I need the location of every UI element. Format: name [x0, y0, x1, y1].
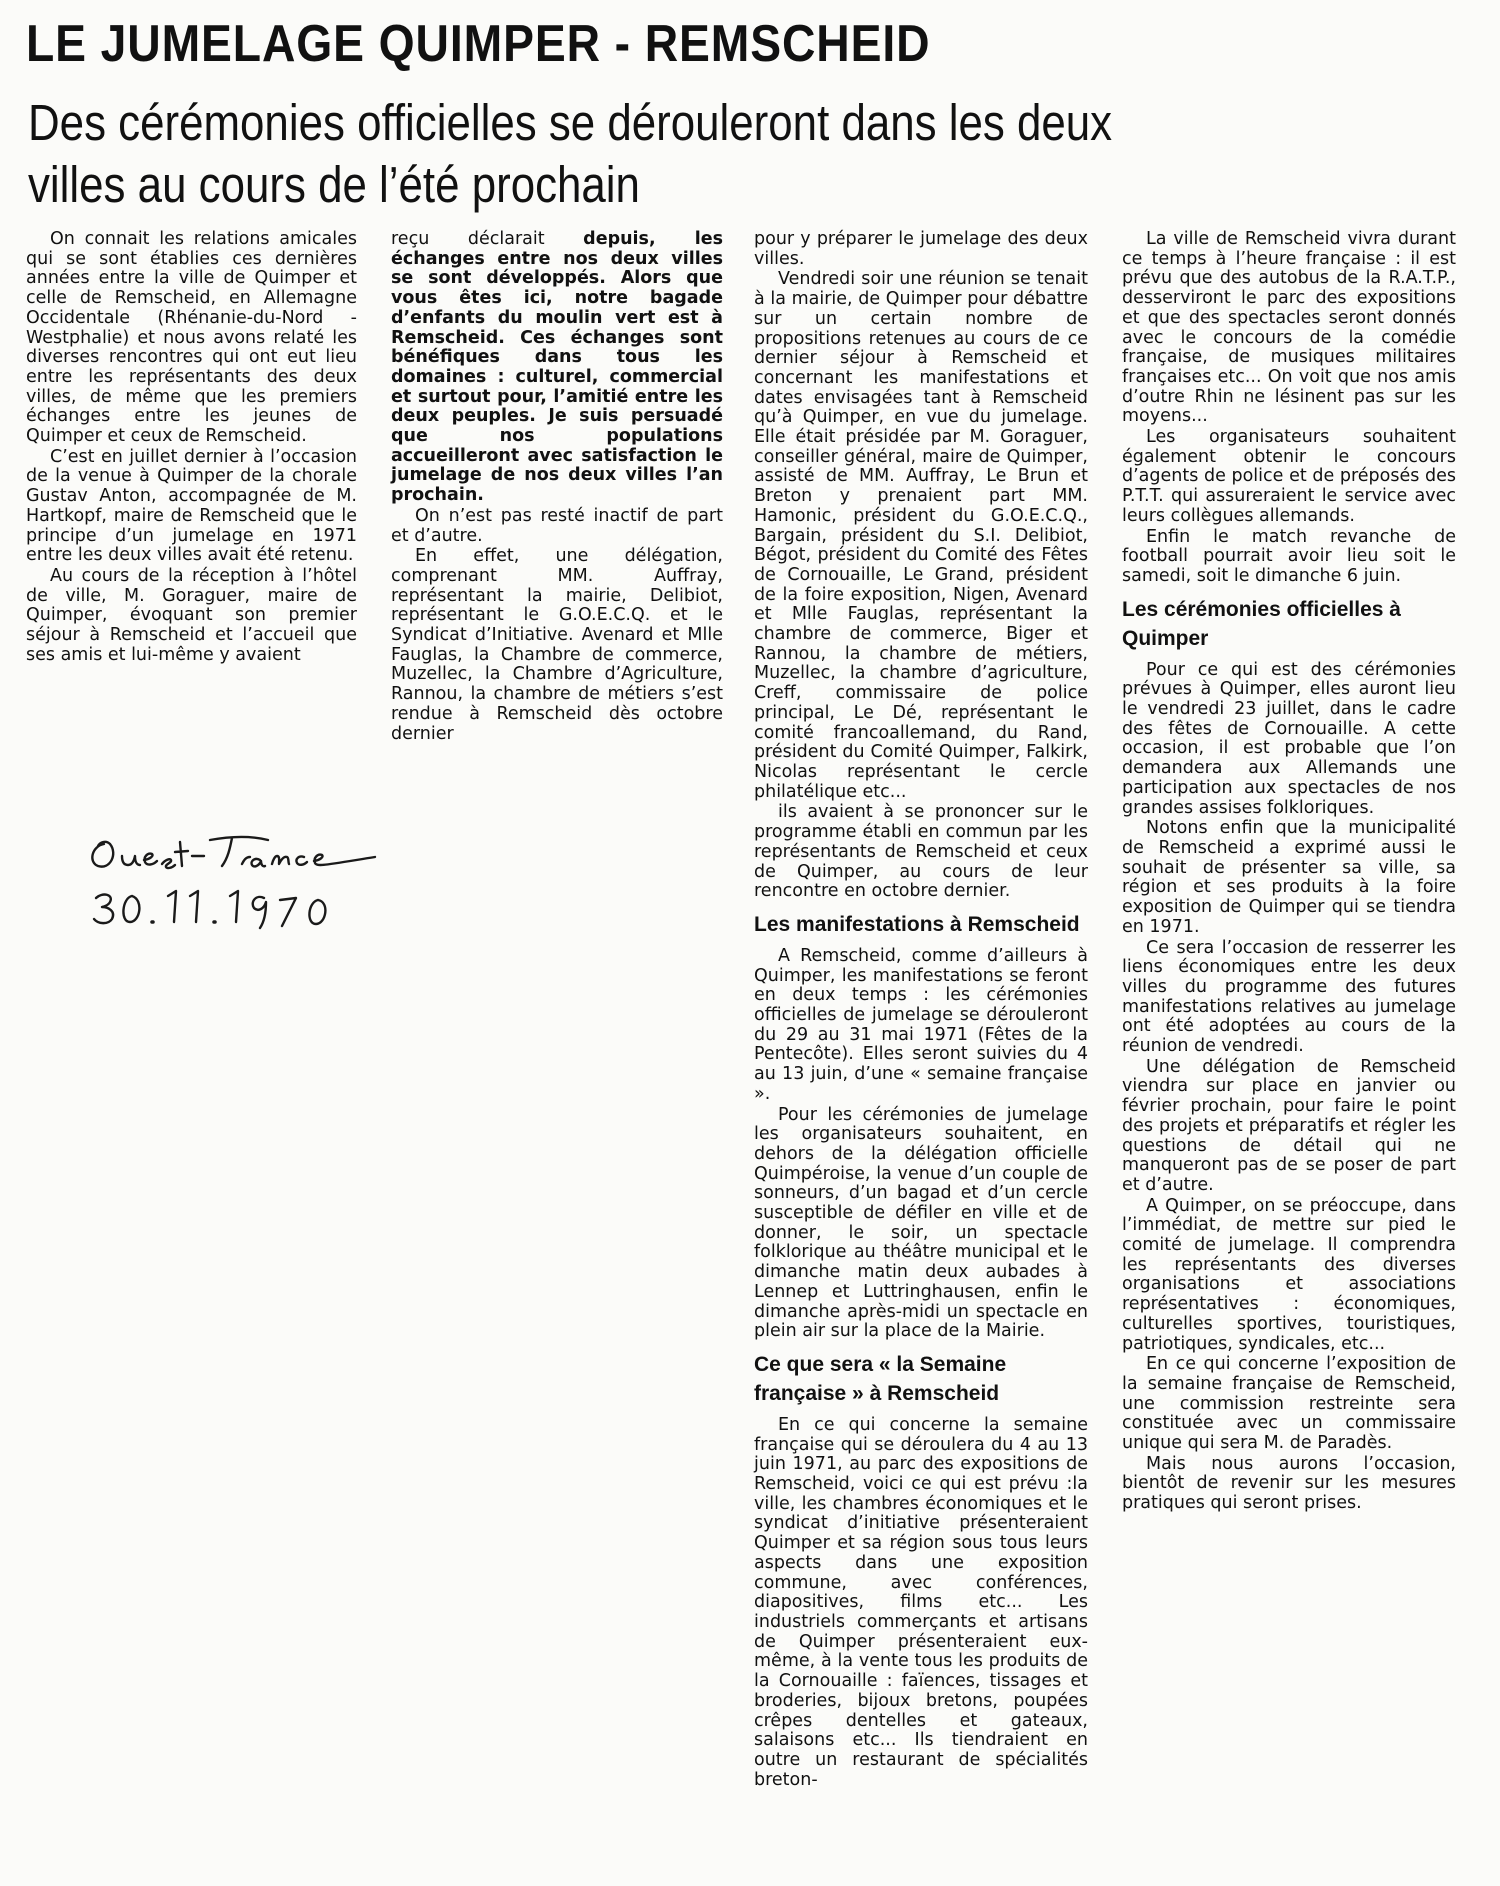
subheading-ceremonies-quimper: Les cérémonies officielles à Quimper [1122, 597, 1401, 650]
article-kicker: LE JUMELAGE QUIMPER - REMSCHEID [26, 15, 931, 73]
paragraph: On n’est pas resté inactif de part et d’autre. [391, 505, 723, 546]
paragraph: Mais nous aurons l’occasion, bientôt de revenir sur les mesures pratiques qui seront prises. [1122, 1453, 1456, 1514]
mayor-quote: depuis, les échanges entre nos deux villes se sont développés. Alors que vous êtes ici, notre bagade d’enfants du moulin vert est à Remscheid. Ces échanges sont bénéfiques dans tous les domaines : culturel, commercial et surtout pour, l’amitié entre les deux peuples. Je suis persuadé que nos populations accueilleront avec satisfaction le jumelage de nos deux villes l’an prochain. [391, 229, 724, 506]
paragraph: En ce qui concerne l’exposition de la semaine française de Remscheid, une commission restreinte sera constituée avec un commissaire unique qui sera M. de Paradès. [1122, 1354, 1456, 1454]
article-column-2 [391, 230, 723, 744]
handwritten-source-date [82, 826, 412, 936]
paragraph: Enfin le match revanche de football pourrait avoir lieu soit le samedi, soit le dimanche 6 juin. [1122, 526, 1456, 586]
paragraph: On connait les relations amicales qui se sont établies ces dernières années entre la ville de Quimper et celle de Remscheid, en Allemagne Occidentale (Rhénanie-du-Nord - Westphalie) et nous avons relaté les diverses rencontres qui ont eut lieu entre les représentants des deux villes, de même que les premiers échanges entre les jeunes de Quimper et ceux de Remscheid. [26, 229, 357, 447]
article-column-1 [26, 230, 357, 665]
paragraph: Au cours de la réception à l’hôtel de ville, M. Goraguer, maire de Quimper, évoquant son premier séjour à Remscheid et l’accueil que ses amis et lui-même y avaient [26, 565, 357, 665]
paragraph: A Quimper, on se préoccupe, dans l’immédiat, de mettre sur pied le comité de jumelage. Il comprendra les représentants des diverses organisations et associations représentatives : économiques, culturelles sportives, touristiques, patriotiques, syndicales, etc... [1122, 1195, 1456, 1354]
article-column-3 [754, 230, 1088, 1790]
paragraph: C’est en juillet dernier à l’occasion de la venue à Quimper de la chorale Gustav Anton, accompagnée de M. Hartkopf, maire de Remscheid que le principe d’un jumelage en 1971 entre les deux villes avait été retenu. [26, 446, 357, 566]
paragraph: En effet, une délégation, comprenant MM. Auffray, représentant la mairie, Delibiot, représentant le G.O.E.C.Q. et le Syndicat d’Initiative. Avenard et Mlle Fauglas, la Chambre de commerce, Muzellec, la Chambre d’Agriculture, Rannou, la chambre de métiers s’est rendue à Remscheid dès octobre dernier [391, 546, 723, 744]
paragraph: Notons enfin que la municipalité de Remscheid a exprimé aussi le souhait de présenter sa ville, sa région et ses produits à la foire exposition de Quimper qui se tiendra en 1971. [1122, 818, 1456, 937]
paragraph: Les organisateurs souhaitent également obtenir le concours d’agents de police et de préposés des P.T.T. qui assureraient le service avec leurs collègues allemands. [1122, 427, 1456, 526]
paragraph: Pour ce qui est des cérémonies prévues à Quimper, elles auront lieu le vendredi 23 juillet, dans le cadre des fêtes de Cornouaille. A cette occasion, il est probable que l’on demandera aux Allemands une participation aux spectacles de nos grandes assises folkloriques. [1122, 659, 1456, 818]
paragraph: ils avaient à se prononcer sur le programme établi en commun par les représentants de Remscheid et ceux de Quimper, au cours de leur rencontre en octobre dernier. [754, 802, 1088, 902]
subheading-semaine-francaise: Ce que sera « la Semaine française » à Remscheid [754, 1352, 1007, 1405]
paragraph-lead-in: reçu déclarait [391, 229, 584, 249]
paragraph: Pour les cérémonies de jumelage les organisateurs souhaitent, en dehors de la délégation officielle Quimpéroise, la venue d’un couple de sonneurs, d’un bagad et d’un cercle susceptible de défiler en ville et de donner, le soir, un spectacle folklorique au théâtre municipal et le dimanche matin deux aubades à Lennep et Luttringhausen, enfin le dimanche après-midi un spectacle en plein air sur la place de la Mairie. [754, 1104, 1088, 1342]
paragraph: A Remscheid, comme d’ailleurs à Quimper, les manifestations se feront en deux temps : les cérémonies officielles de jumelage se dérouleront du 29 au 31 mai 1971 (Fêtes de la Pentecôte). Elles seront suivies du 4 au 13 juin, d’une « semaine française ». [754, 945, 1088, 1104]
article-column-4 [1122, 230, 1456, 1514]
paragraph-quote [391, 230, 723, 506]
paragraph: Une délégation de Remscheid viendra sur place en janvier ou février prochain, pour faire le point des projets et préparatifs et régler les questions de détail qui ne manqueront pas de se poser de part et d’autre. [1122, 1056, 1456, 1195]
paragraph: En ce qui concerne la semaine française qui se déroulera du 4 au 13 juin 1971, au parc des expositions de Remscheid, voici ce qui est prévu :la ville, les chambres économiques et le syndicat d’initiative présenteraient Quimper et sa région sous tous leurs aspects dans une exposition commune, avec conférences, diapositives, films etc... Les industriels commerçants et artisans de Quimper présenteraient eux-même, à la vente tous les produits de la Cornouaille : faïences, tissages et broderies, bijoux bretons, poupées crêpes dentelles et gateaux, salaisons etc... Ils tiendraient en outre un restaurant de spécialités breton- [754, 1414, 1088, 1790]
article-headline: Des cérémonies officielles se dérouleront dans les deux villes au cours de l’été prochain [28, 94, 1113, 213]
paragraph: pour y préparer le jumelage des deux villes. [754, 229, 1088, 269]
paragraph: Ce sera l’occasion de resserrer les liens économiques entre les deux villes du programme des futures manifestations relatives au jumelage ont été adoptées au cours de la réunion de vendredi. [1122, 937, 1456, 1057]
paragraph: La ville de Remscheid vivra durant ce temps à l’heure française : il est prévu que des autobus de la R.A.T.P., desserviront le parc des expositions et que des spectacles seront donnés avec le concours de la comédie française, de musiques militaires françaises etc... On voit que nos amis d’outre Rhin ne lésinent pas sur les moyens... [1122, 229, 1456, 427]
paragraph: Vendredi soir une réunion se tenait à la mairie, de Quimper pour débattre sur un certain nombre de propositions retenues au cours de ce dernier séjour à Remscheid et concernant les manifestations et dates envisagées tant à Remscheid qu’à Quimper, en vue du jumelage. Elle était présidée par M. Goraguer, conseiller général, maire de Quimper, assisté de MM. Auffray, Le Brun et Breton y prenaient part MM. Hamonic, président du G.O.E.C.Q., Bargain, président du S.I. Delibiot, Bégot, président du Comité des Fêtes de Cornouaille, Le Grand, président de la foire exposition, Nigen, Avenard et Mlle Fauglas, représentant la chambre de commerce, Biger et Rannou, la chambre de métiers, Muzellec, la chambre d’agriculture, Creff, commissaire de police principal, Le Dé, représentant le comité francoallemand, du Rand, président du Comité Quimper, Falkirk, Nicolas représentant le cercle philatélique etc... [754, 269, 1088, 802]
subheading-manifestations: Les manifestations à Remscheid [754, 912, 1080, 936]
